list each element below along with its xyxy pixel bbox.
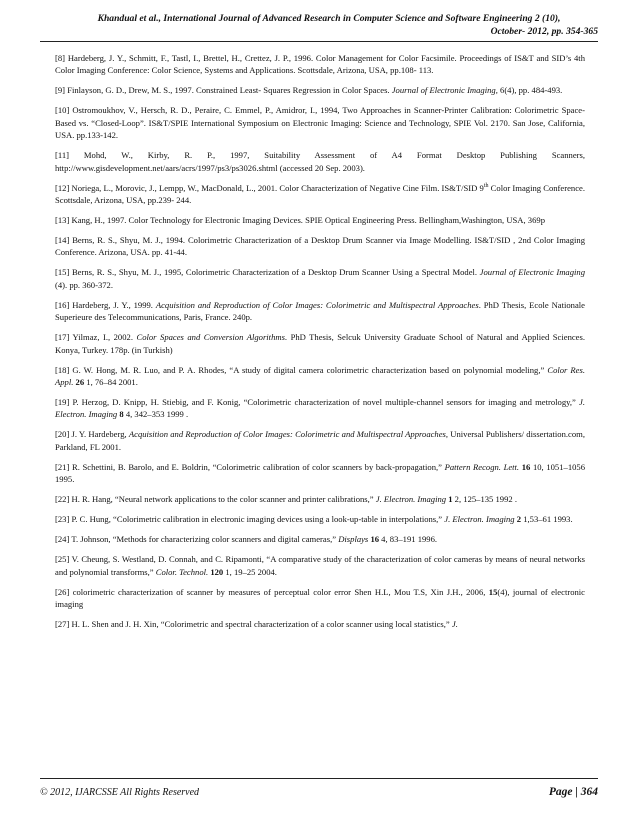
reference-number: [11]: [55, 150, 69, 161]
reference-number: [10]: [55, 105, 70, 116]
reference-item: [55, 52, 585, 77]
reference-source-title: Color. Technol.: [155, 566, 209, 577]
reference-item: [55, 513, 585, 525]
reference-text: Noriega, L., Morovic, J., Lempp, W., MacDonald, L., 2001. Color Characterization of Negative Cine Film. IS&T/SID 9: [71, 182, 484, 193]
reference-number: [20]: [55, 429, 70, 440]
reference-number: [14]: [55, 235, 70, 246]
reference-number: [23]: [55, 514, 70, 525]
reference-source-title: Acquisition and Reproduction of Color Images: Colorimetric and Multispectral Approaches: [128, 429, 446, 440]
reference-item: [55, 586, 585, 611]
reference-item: [55, 533, 585, 545]
copyright-notice: © 2012, IJARCSSE All Rights Reserved: [40, 787, 200, 798]
reference-list: [55, 52, 585, 638]
reference-number: [21]: [55, 461, 70, 472]
reference-text: 1, 76–84 2001.: [84, 377, 138, 388]
reference-text: J. Y. Hardeberg,: [71, 429, 129, 440]
reference-source-title: Journal of Electronic Imaging: [391, 85, 496, 96]
reference-number: [17]: [55, 332, 70, 343]
reference-item: [55, 493, 585, 505]
reference-item: [55, 266, 585, 291]
reference-source-title: Color Spaces and Conversion Algorithms: [136, 332, 285, 343]
page-footer: [40, 787, 598, 803]
reference-volume: 15: [488, 586, 498, 597]
reference-text: 4, 83–191 1996.: [379, 534, 438, 545]
reference-volume: 2: [516, 514, 522, 525]
reference-text: R. Schettini, B. Barolo, and E. Boldrin, “Colorimetric calibration of color scanners by back-propagation,”: [71, 461, 445, 472]
reference-text: 10, 1051–1056 1995.: [55, 461, 586, 485]
reference-volume: 26: [75, 377, 85, 388]
reference-source-title: J. Electron. Imaging: [55, 397, 585, 420]
reference-source-title: J.: [451, 619, 458, 630]
reference-item: [55, 364, 585, 389]
reference-item: [55, 84, 585, 96]
reference-item: [55, 618, 585, 630]
reference-volume: 16: [521, 461, 531, 472]
reference-text: Finlayson, G. D., Drew, M. S., 1997. Constrained Least- Squares Regression in Color Spaces.: [67, 85, 392, 96]
reference-text: . PhD Thesis, Ecole Nationale Superieure des Telecommunications, Paris, France. 240p.: [55, 299, 585, 323]
reference-text: Mohd, W., Kirby, R. P., 1997, Suitability Assessment of A4 Format Desktop Publishing Scanners, http://www.gisdevelopment.net/aars/acrs/1997/ps3/ps3026.shtml (accessed 20 Sep. 2003).: [55, 150, 585, 173]
reference-text: P. Herzog, D. Knipp, H. Stiebig, and F. Konig, “Colorimetric characterization of novel multiple-channel sensors for imaging and metrology,”: [72, 397, 580, 408]
reference-volume: 8: [119, 409, 124, 420]
header-line-1: Khandual et al., International Journal of Advanced Research in Computer Science and Software Engineering 2 (10),: [97, 13, 561, 24]
reference-text: , Universal Publishers/ dissertation.com, Parkland, FL 2001.: [55, 429, 585, 452]
reference-text: G. W. Hong, M. R. Luo, and P. A. Rhodes, “A study of digital camera colorimetric characterization based on polynomial modeling,”: [72, 364, 548, 375]
reference-text: Hardeberg, J. Y., 1999.: [72, 299, 156, 310]
reference-text: (4). pp. 360-372.: [55, 279, 113, 290]
reference-source-title: Color Res. Appl.: [55, 364, 585, 388]
reference-number: [16]: [55, 299, 70, 310]
reference-number: [26]: [55, 586, 70, 597]
reference-item: [55, 104, 585, 141]
reference-text: Berns, R. S., Shyu, M. J., 1994. Colorimetric Characterization of a Desktop Drum Scanner via Image Modelling. IS&T/SID , 2nd Color Imaging Conference. Arizona, USA. pp. 41-44.: [55, 235, 585, 258]
reference-text: Ostromoukhov, V., Hersch, R. D., Peraire, C. Emmel, P., Amidror, I., 1994, Two Approaches in Scanner-Printer Calibration: Colorimetric Space-Based vs. “Closed-Loop”. IS&T/SPIE International Symposium on Electronic Imaging: Science and Technology, SPIE Vol. 2170. San Jose, California, USA. pp.133-142.: [55, 105, 585, 141]
reference-number: [9]: [55, 85, 66, 96]
reference-text: 1,53–61 1993.: [521, 514, 573, 525]
reference-item: [55, 149, 585, 174]
reference-item: [55, 331, 585, 356]
reference-item: [55, 428, 585, 453]
running-header: [40, 12, 598, 38]
reference-number: [18]: [55, 364, 70, 375]
reference-item: [55, 396, 585, 421]
reference-item: [55, 234, 585, 259]
reference-text: Hardeberg, J. Y., Schmitt, F., Tastl, I., Brettel, H., Crettez, J. P., 1996. Color Management for Color Facsimile. Proceedings of IS&T and SID’s 4th Color Imaging Conference: Color Science, Systems and Applications. Scottsdale, Arizona, USA, pp.108- 113.: [55, 53, 585, 76]
reference-item: [55, 214, 585, 226]
reference-number: [25]: [55, 554, 70, 565]
reference-volume: 1: [448, 494, 453, 505]
reference-text: Yilmaz, I., 2002.: [72, 332, 137, 343]
reference-text: 2, 125–135 1992 .: [452, 494, 517, 505]
reference-item: [55, 461, 585, 486]
reference-number: [15]: [55, 267, 70, 278]
header-rule: [40, 41, 598, 42]
reference-source-title: J. Electron. Imaging: [375, 494, 447, 505]
page-number: Page | 364: [548, 786, 598, 798]
reference-item: [55, 182, 585, 207]
reference-source-title: Pattern Recogn. Lett.: [444, 461, 520, 472]
reference-volume: 120: [210, 566, 224, 577]
reference-source-title: Displays: [338, 534, 369, 545]
reference-text: H. L. Shen and J. H. Xin, “Colorimetric and spectral characterization of a color scanner using local statistics,”: [71, 619, 452, 630]
reference-text: 4, 342–353 1999 .: [123, 409, 189, 420]
reference-volume: 16: [370, 534, 380, 545]
reference-number: [22]: [55, 494, 70, 505]
reference-number: [24]: [55, 534, 70, 545]
reference-source-title: J. Electron. Imaging: [444, 514, 515, 525]
reference-text: H. R. Hang, “Neural network applications to the color scanner and printer calibrations,”: [71, 494, 376, 505]
reference-text: P. C. Hung, “Colorimetric calibration in electronic imaging devices using a look-up-table in interpolations,”: [71, 514, 445, 525]
reference-text: , 6(4), pp. 484-493.: [495, 85, 563, 96]
reference-text: (4), journal of electronic imaging: [55, 586, 585, 610]
reference-number: [13]: [55, 215, 70, 226]
reference-number: [8]: [55, 53, 66, 63]
reference-superscript: th: [483, 182, 489, 189]
reference-item: [55, 553, 585, 578]
reference-text: V. Cheung, S. Westland, D. Connah, and C. Ripamonti, “A comparative study of the characterization of color cameras by means of neural networks and polynomial transforms,”: [55, 554, 585, 577]
reference-text: colorimetric characterization of scanner by measures of perceptual color error Shen H.L, Mou T.S, Xin J.H., 2006,: [72, 586, 489, 597]
reference-number: [27]: [55, 619, 70, 630]
reference-text: Color Imaging Conference. Scottsdale, Arizona, USA, pp.239- 244.: [55, 182, 585, 206]
reference-text: . PhD Thesis, Selcuk University Graduate School of Natural and Applied Sciences. Konya, Turkey. 178p. (in Turkish): [55, 332, 585, 355]
reference-number: [12]: [55, 182, 70, 193]
reference-text: T. Johnson, “Methods for characterizing color scanners and digital cameras,”: [71, 534, 339, 545]
reference-text: Kang, H., 1997. Color Technology for Electronic Imaging Devices. SPIE Optical Engineering Press. Bellingham,Washington, USA, 369p: [71, 215, 545, 226]
reference-item: [55, 299, 585, 324]
reference-source-title: Journal of Electronic Imaging: [479, 267, 585, 278]
header-line-2: October- 2012, pp. 354-365: [490, 26, 598, 37]
reference-text: 1, 19–25 2004.: [223, 566, 277, 577]
footer-rule: [40, 778, 598, 779]
reference-source-title: Acquisition and Reproduction of Color Images: Colorimetric and Multispectral Approaches: [155, 299, 479, 310]
reference-text: Berns, R. S., Shyu, M. J., 1995, Colorimetric Characterization of a Desktop Drum Scanner Using a Spectral Model.: [71, 267, 480, 278]
reference-number: [19]: [55, 397, 70, 408]
